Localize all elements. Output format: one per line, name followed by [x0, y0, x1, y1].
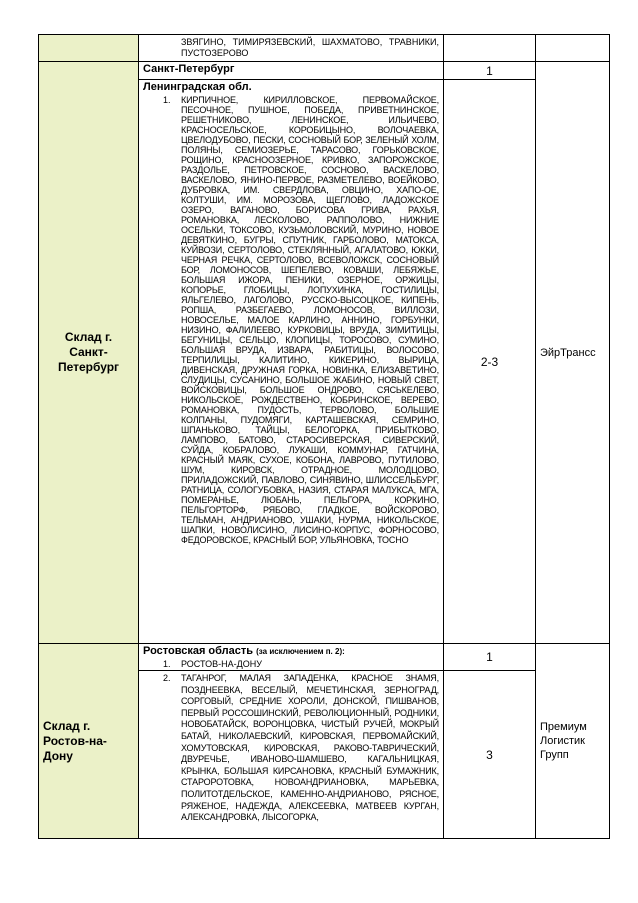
city-label: Санкт-Петербург [143, 63, 235, 75]
carrier-spb [536, 62, 610, 644]
days-cell [444, 35, 536, 62]
warehouse-rnd [39, 644, 139, 839]
table-row [39, 35, 610, 62]
region-title [139, 644, 443, 658]
carrier-cell [536, 35, 610, 62]
days-value: 3 [486, 747, 493, 762]
city-days [444, 62, 536, 80]
carrier-label: ЭйрТрансс [540, 346, 596, 359]
warehouse-label: Склад г. Ростов-на-Дону [43, 718, 107, 763]
warehouse-label: Склад г. Санкт-Петербург [57, 330, 120, 374]
warehouse-cell [39, 35, 139, 62]
oblast-days [444, 80, 536, 644]
days-value: 1 [486, 650, 493, 664]
item-text: РОСТОВ-НА-ДОНУ [181, 659, 262, 669]
list-item [139, 94, 443, 545]
item2-cell [139, 671, 444, 839]
list-item [139, 671, 443, 824]
delivery-table [38, 34, 610, 839]
table-row [39, 644, 610, 671]
days-value: 1 [486, 63, 493, 78]
oblast-localities: КИРПИЧНОЕ, КИРИЛЛОВСКОЕ, ПЕРВОМАЙСКОЕ, ПЕСОЧНОЕ, ПУШНОЕ, ПОБЕДА, ПРИВЕТНИНСКОЕ, РЕШЕТНИКОВО, ЛЕНИНСКОЕ, ИЛЬИЧЕВО, КРАСНОСЕЛЬСКОЕ, КОРОБИЦЫНО, ВОЛОЧАЕВКА, ЦВЕЛОДУБОВО, ПЕСКИ, СОСНОВЫЙ БОР, ЗЕЛЕНЫЙ ХОЛМ, ПОЛЯНЫ, СЕМИОЗЕРЬЕ, ТАРАСОВО, ГОРЬКОВСКОЕ, РОЩИНО, КРАСНООЗЕРНОЕ, КРИВКО, ЗАПОРОЖСКОЕ, РАЗДОЛЬЕ, ПЕТРОВСКОЕ, СОСНОВО, ВАСКЕЛОВО, ВАСКЕЛОВО, ЯНИНО-ПЕРВОЕ, РАЗМЕТЕЛЕВО, ВОЕЙКОВО, ДУБРОВКА, ИМ. СВЕРДЛОВА, ОВЦИНО, ХАПО-ОЕ, КОЛТУШИ, ИМ. МОРОЗОВА, ЩЕГЛОВО, ЛАДОЖСКОЕ ОЗЕРО, ВАГАНОВО, БОРИСОВА ГРИВА, РАХЬЯ, РОМАНОВКА, ЛЕСКОЛОВО, РАППОЛОВО, НИЖНИЕ ОСЕЛЬКИ, ТОКСОВО, КУЗЬМОЛОВСКИЙ, МУРИНО, НОВОЕ ДЕВЯТКИНО, БУГРЫ, СПУТНИК, ГАРБОЛОВО, МАТОКСА, КУЙВОЗИ, СЕРТОЛОВО, СТЕКЛЯННЫЙ, АГАЛАТОВО, ЮККИ, ЧЕРНАЯ РЕЧКА, СЕРТОЛОВО, ВСЕВОЛОЖСК, СОСНОВЫЙ БОР, ЛОМОНОСОВ, ШЕПЕЛЕВО, КОВАШИ, ЛЕБЯЖЬЕ, БОЛЬШАЯ ИЖОРА, ПЕНИКИ, ОЗЕРНОЕ, ОРЖИЦЫ, КОПОРЬЕ, ГЛОБИЦЫ, ЛОПУХИНКА, ГОСТИЛИЦЫ, ЯЛЬГЕЛЕВО, ЛАГОЛОВО, РУССКО-ВЫСОЦКОЕ, КИПЕНЬ, РОПША, РАЗБЕГАЕВО, ЛОМОНОСОВ, ВИЛЛОЗИ, НОВОСЕЛЬЕ, МАЛОЕ КАРЛИНО, АННИНО, ГОРБУНКИ, НИЗИНО, ФАЛИЛЕЕВО, КУРКОВИЦЫ, ВРУДА, ЗИМИТИЦЫ, БЕГУНИЦЫ, СЕЛЬЦО, КЛОПИЦЫ, ТОРОСОВО, СУМИНО, БОЛЬШАЯ ВРУДА, ИЗВАРА, РАБИТИЦЫ, ВОЛОСОВО, ТЕРПИЛИЦЫ, КАЛИТИНО, КИКЕРИНО, ВЫРИЦА, ДИВЕНСКАЯ, ДРУЖНАЯ ГОРКА, НОВИНКА, ЕЛИЗАВЕТИНО, СЛУДИЦЫ, СУСАНИНО, БОЛЬШОЕ ЖАБИНО, НОВЫЙ СВЕТ, ВОЙСКОВИЦЫ, БОЛЬШОЕ ОНДРОВО, СЯСЬКЕЛЕВО, НИКОЛЬСКОЕ, РОЖДЕСТВЕНО, КОБРИНСКОЕ, ВЕРЕВО, РОМАНОВКА, ПУДОСТЬ, ТЕРВОЛОВО, БОЛЬШИЕ КОЛПАНЫ, ПУДОМЯГИ, КАРТАШЕВСКАЯ, СЕМРИНО, ШПАНЬКОВО, ТАЙЦЫ, БЕЛОГОРКА, ПРИБЫТКОВО, ЛАМПОВО, БАТОВО, СТАРОСИВЕРСКАЯ, СИВЕРСКИЙ, СУЙДА, КОБРАЛОВО, ЛУКАШИ, КОММУНАР, ГАТЧИНА, КРАСНЫЙ МАЯК, СУХОЕ, КОБОНА, ЛАВРОВО, ПУТИЛОВО, ШУМ, КИРОВСК, ОТРАДНОЕ, МОЛОДЦОВО, ПРИЛАДОЖСКИЙ, ПАВЛОВО, СИНЯВИНО, ШЛИССЕЛЬБУРГ, РАТНИЦА, СОЛОГУБОВКА, НАЗИЯ, СТАРАЯ МАЛУКСА, МГА, ПОМЕРАНЬЕ, ЛЮБАНЬ, ПЕЛЬГОРА, КОРКИНО, ПЕЛЬГОРТОРФ, РЯБОВО, ГЛАДКОЕ, ВОЙСКОРОВО, ТЕЛЬМАН, АНДРИАНОВО, УШАКИ, НУРМА, НИКОЛЬСКОЕ, ШАПКИ, НОВОЛИСИНО, ЛИСИНО-КОРПУС, ФОРНОСОВО, ФЕДОРОВСКОЕ, КРАСНЫЙ БОР, УЛЬЯНОВКА, ТОСНО [181, 95, 439, 545]
carrier-label: Премиум Логистик Групп [540, 721, 587, 761]
list-item [139, 658, 443, 670]
warehouse-spb [39, 62, 139, 644]
item-number: 1. [163, 659, 171, 669]
table-row [39, 62, 610, 80]
city-spb [139, 62, 444, 80]
region-rnd [139, 644, 444, 671]
localities-text: ЗВЯГИНО, ТИМИРЯЗЕВСКИЙ, ШАХМАТОВО, ТРАВНИКИ, ПУСТОЗЕРОВО [181, 37, 439, 58]
region-label: Ростовская область [143, 645, 254, 657]
item1-days [444, 644, 536, 671]
localities-cell [139, 35, 444, 62]
oblast-title: Ленинградская обл. [143, 81, 252, 93]
item2-days [444, 671, 536, 839]
item-number: 1. [163, 95, 171, 105]
days-value: 2-3 [480, 354, 499, 369]
carrier-rnd [536, 644, 610, 839]
item-number: 2. [163, 673, 171, 683]
oblast-cell [139, 80, 444, 644]
item-text: ТАГАНРОГ, МАЛАЯ ЗАПАДЕНКА, КРАСНОЕ ЗНАМЯ, ПОЗДНЕЕВКА, ВЕСЕЛЫЙ, МЕЧЕТИНСКАЯ, ЗЕРНОГРАД, СОРГОВЫЙ, СРЕДНИЕ ХОРОЛИ, ДОНСКОЙ, ПИШВАНОВ, ПЕРВЫЙ РОССОШИНСКИЙ, РЕВОЛЮЦИОННЫЙ, РОДНИКИ, НОВОБАТАЙСК, ВОРОНЦОВКА, ЧИСТЫЙ РУЧЕЙ, МОКРЫЙ БАТАЙ, НИКОЛАЕВСКИЙ, КИРОВСКАЯ, ПЕРВОМАЙСКИЙ, ХОМУТОВСКАЯ, КИРОВСКАЯ, РАКОВО-ТАВРИЧЕСКИЙ, ДВУРЕЧЬЕ, ИВАНОВО-ШАМШЕВО, КАГАЛЬНИЦКАЯ, КРЫНКА, БОЛЬШАЯ КИРСАНОВКА, КРАСНЫЙ БУМАЖНИК, СТАРОРОТОВКА, НОВОАНДРИАНОВКА, МАРЬЕВКА, ПОЛИТОТДЕЛЬСКОЕ, КАМЕННО-АНДРИАНОВО, РЯСНОЕ, РЯЖЕНОЕ, НАДЕЖДА, АЛЕКСЕЕВКА, МАТВЕЕВ КУРГАН, АЛЕКСАНДРОВКА, ЛЫСОГОРКА, [181, 673, 439, 823]
region-note: (за исключением п. 2): [256, 647, 345, 656]
